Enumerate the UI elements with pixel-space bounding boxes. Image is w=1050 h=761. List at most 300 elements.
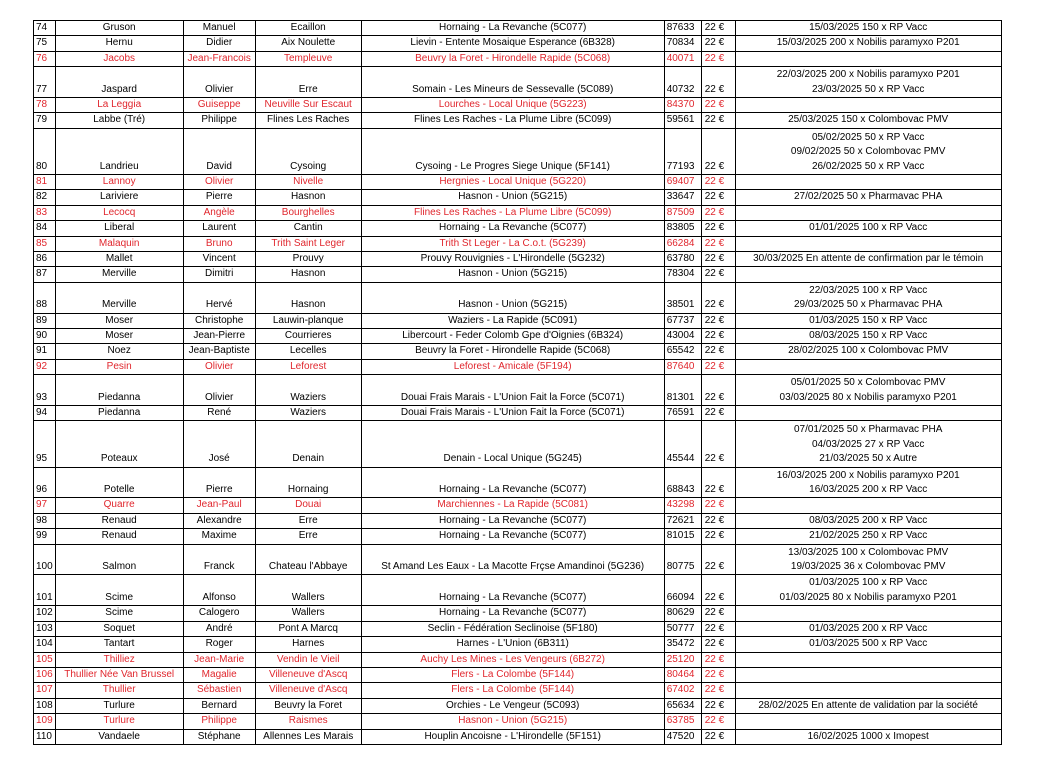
first-name-cell: Jean-Pierre <box>183 329 255 344</box>
table-row <box>34 205 1002 220</box>
notes-cell <box>735 205 1001 220</box>
fee-cell: 22 € <box>701 421 735 467</box>
row-number-cell: 99 <box>34 529 56 544</box>
club-cell: Prouvy Rouvignies - L'Hirondelle (5G232) <box>361 252 664 267</box>
row-number-cell: 78 <box>34 98 56 113</box>
note-line: 04/03/2025 27 x RP Vacc <box>811 438 925 450</box>
table-row <box>34 267 1002 282</box>
last-name-cell: Turlure <box>55 698 183 713</box>
last-name-cell: Turlure <box>55 714 183 729</box>
city-cell: Erre <box>255 513 361 528</box>
last-name-cell: Moser <box>55 313 183 328</box>
member-code-cell: 35472 <box>664 637 701 652</box>
last-name-cell: Noez <box>55 344 183 359</box>
club-cell: Auchy Les Mines - Les Vengeurs (6B272) <box>361 652 664 667</box>
fee-cell: 22 € <box>701 98 735 113</box>
member-code-cell: 72621 <box>664 513 701 528</box>
first-name-cell: Alexandre <box>183 513 255 528</box>
table-row <box>34 544 1002 575</box>
fee-cell: 22 € <box>701 21 735 36</box>
city-cell: Aix Noulette <box>255 36 361 51</box>
note-line: 05/02/2025 50 x RP Vacc <box>811 131 925 143</box>
row-number-cell: 79 <box>34 113 56 128</box>
club-cell: Hornaing - La Revanche (5C077) <box>361 606 664 621</box>
last-name-cell: Liberal <box>55 221 183 236</box>
last-name-cell: Piedanna <box>55 375 183 406</box>
first-name-cell: Alfonso <box>183 575 255 606</box>
table-row <box>34 359 1002 374</box>
row-number-cell: 85 <box>34 236 56 251</box>
table-body <box>34 21 1002 745</box>
note-line: 30/03/2025 En attente de confirmation par le témoin <box>753 253 984 265</box>
member-code-cell: 69407 <box>664 175 701 190</box>
first-name-cell: Manuel <box>183 21 255 36</box>
fee-cell: 22 € <box>701 513 735 528</box>
club-cell: Hornaing - La Revanche (5C077) <box>361 21 664 36</box>
club-cell: Hasnon - Union (5G215) <box>361 714 664 729</box>
table-row <box>34 221 1002 236</box>
club-cell: Flines Les Raches - La Plume Libre (5C099) <box>361 113 664 128</box>
notes-cell <box>735 36 1001 51</box>
note-line: 13/03/2025 100 x Colombovac PMV <box>788 546 949 558</box>
first-name-cell: Didier <box>183 36 255 51</box>
note-line: 05/01/2025 50 x Colombovac PMV <box>790 377 946 389</box>
club-cell: Hornaing - La Revanche (5C077) <box>361 467 664 498</box>
fee-cell: 22 € <box>701 128 735 174</box>
notes-cell <box>735 67 1001 98</box>
row-number-cell: 90 <box>34 329 56 344</box>
member-code-cell: 47520 <box>664 729 701 744</box>
notes-cell <box>735 637 1001 652</box>
first-name-cell: Pierre <box>183 190 255 205</box>
table-row <box>34 252 1002 267</box>
row-number-cell: 105 <box>34 652 56 667</box>
first-name-cell: Olivier <box>183 375 255 406</box>
row-number-cell: 108 <box>34 698 56 713</box>
first-name-cell: José <box>183 421 255 467</box>
members-table <box>33 20 1002 745</box>
row-number-cell: 91 <box>34 344 56 359</box>
club-cell: Hasnon - Union (5G215) <box>361 282 664 313</box>
first-name-cell: Jean-Francois <box>183 51 255 66</box>
club-cell: Harnes - L'Union (6B311) <box>361 637 664 652</box>
fee-cell: 22 € <box>701 51 735 66</box>
first-name-cell: Bruno <box>183 236 255 251</box>
member-code-cell: 84370 <box>664 98 701 113</box>
last-name-cell: Jacobs <box>55 51 183 66</box>
club-cell: Beuvry la Foret - Hirondelle Rapide (5C068) <box>361 51 664 66</box>
table-row <box>34 236 1002 251</box>
row-number-cell: 98 <box>34 513 56 528</box>
table-row <box>34 714 1002 729</box>
city-cell: Wallers <box>255 606 361 621</box>
city-cell: Waziers <box>255 406 361 421</box>
fee-cell: 22 € <box>701 190 735 205</box>
note-line: 01/03/2025 500 x RP Vacc <box>809 638 928 650</box>
note-line: 29/03/2025 50 x Pharmavac PHA <box>793 299 943 311</box>
last-name-cell: Renaud <box>55 529 183 544</box>
city-cell: Vendin le Vieil <box>255 652 361 667</box>
city-cell: Wallers <box>255 575 361 606</box>
table-row <box>34 729 1002 744</box>
row-number-cell: 97 <box>34 498 56 513</box>
fee-cell: 22 € <box>701 637 735 652</box>
member-code-cell: 38501 <box>664 282 701 313</box>
row-number-cell: 81 <box>34 175 56 190</box>
notes-cell <box>735 606 1001 621</box>
row-number-cell: 106 <box>34 667 56 682</box>
member-code-cell: 40071 <box>664 51 701 66</box>
first-name-cell: Philippe <box>183 113 255 128</box>
fee-cell: 22 € <box>701 652 735 667</box>
last-name-cell: Thullier <box>55 683 183 698</box>
first-name-cell: Olivier <box>183 67 255 98</box>
notes-cell <box>735 714 1001 729</box>
club-cell: Hornaing - La Revanche (5C077) <box>361 529 664 544</box>
notes-cell <box>735 667 1001 682</box>
city-cell: Nivelle <box>255 175 361 190</box>
first-name-cell: Olivier <box>183 175 255 190</box>
first-name-cell: Hervé <box>183 282 255 313</box>
notes-cell <box>735 267 1001 282</box>
last-name-cell: Scime <box>55 606 183 621</box>
member-code-cell: 33647 <box>664 190 701 205</box>
member-code-cell: 83805 <box>664 221 701 236</box>
city-cell: Raismes <box>255 714 361 729</box>
member-code-cell: 80629 <box>664 606 701 621</box>
notes-cell <box>735 698 1001 713</box>
fee-cell: 22 € <box>701 729 735 744</box>
table-row <box>34 329 1002 344</box>
row-number-cell: 76 <box>34 51 56 66</box>
note-line: 08/03/2025 200 x RP Vacc <box>809 514 928 526</box>
table-row <box>34 190 1002 205</box>
note-line: 01/01/2025 100 x RP Vacc <box>809 222 928 234</box>
city-cell: Waziers <box>255 375 361 406</box>
first-name-cell: Calogero <box>183 606 255 621</box>
notes-cell <box>735 359 1001 374</box>
notes-cell <box>735 128 1001 174</box>
last-name-cell: Malaquin <box>55 236 183 251</box>
notes-cell <box>735 621 1001 636</box>
city-cell: Lauwin-planque <box>255 313 361 328</box>
last-name-cell: Thilliez <box>55 652 183 667</box>
row-number-cell: 83 <box>34 205 56 220</box>
row-number-cell: 89 <box>34 313 56 328</box>
member-code-cell: 87640 <box>664 359 701 374</box>
note-line: 21/02/2025 250 x RP Vacc <box>809 530 928 542</box>
notes-cell <box>735 329 1001 344</box>
table-row <box>34 513 1002 528</box>
member-code-cell: 67737 <box>664 313 701 328</box>
first-name-cell: Roger <box>183 637 255 652</box>
notes-cell <box>735 113 1001 128</box>
member-code-cell: 87509 <box>664 205 701 220</box>
club-cell: Hornaing - La Revanche (5C077) <box>361 575 664 606</box>
notes-cell <box>735 467 1001 498</box>
fee-cell: 22 € <box>701 529 735 544</box>
club-cell: Hornaing - La Revanche (5C077) <box>361 513 664 528</box>
member-code-cell: 40732 <box>664 67 701 98</box>
notes-cell <box>735 236 1001 251</box>
note-line: 08/03/2025 150 x RP Vacc <box>809 330 928 342</box>
table-row <box>34 667 1002 682</box>
table-row <box>34 51 1002 66</box>
city-cell: Erre <box>255 529 361 544</box>
club-cell: Waziers - La Rapide (5C091) <box>361 313 664 328</box>
city-cell: Allennes Les Marais <box>255 729 361 744</box>
member-code-cell: 67402 <box>664 683 701 698</box>
last-name-cell: Jaspard <box>55 67 183 98</box>
club-cell: Marchiennes - La Rapide (5C081) <box>361 498 664 513</box>
city-cell: Hasnon <box>255 190 361 205</box>
fee-cell: 22 € <box>701 236 735 251</box>
note-line: 09/02/2025 50 x Colombovac PMV <box>790 146 946 158</box>
member-code-cell: 80775 <box>664 544 701 575</box>
note-line: 01/03/2025 150 x RP Vacc <box>809 314 928 326</box>
note-line: 01/03/2025 100 x RP Vacc <box>809 577 928 589</box>
member-code-cell: 65634 <box>664 698 701 713</box>
city-cell: Pont A Marcq <box>255 621 361 636</box>
club-cell: Orchies - Le Vengeur (5C093) <box>361 698 664 713</box>
notes-cell <box>735 175 1001 190</box>
note-line: 22/03/2025 200 x Nobilis paramyxo P201 <box>776 69 960 81</box>
notes-cell <box>735 375 1001 406</box>
city-cell: Denain <box>255 421 361 467</box>
member-code-cell: 66094 <box>664 575 701 606</box>
club-cell: Cysoing - Le Progres Siege Unique (5F141) <box>361 128 664 174</box>
last-name-cell: Salmon <box>55 544 183 575</box>
row-number-cell: 75 <box>34 36 56 51</box>
first-name-cell: Angèle <box>183 205 255 220</box>
note-line: 19/03/2025 36 x Colombovac PMV <box>790 561 946 573</box>
note-line: 26/02/2025 50 x RP Vacc <box>811 160 925 172</box>
notes-cell <box>735 221 1001 236</box>
club-cell: Denain - Local Unique (5G245) <box>361 421 664 467</box>
row-number-cell: 86 <box>34 252 56 267</box>
note-line: 21/03/2025 50 x Autre <box>819 453 918 465</box>
city-cell: Neuville Sur Escaut <box>255 98 361 113</box>
member-code-cell: 50777 <box>664 621 701 636</box>
note-line: 01/03/2025 80 x Nobilis paramyxo P201 <box>779 591 957 603</box>
last-name-cell: Poteaux <box>55 421 183 467</box>
member-code-cell: 63785 <box>664 714 701 729</box>
last-name-cell: Lariviere <box>55 190 183 205</box>
table-row <box>34 21 1002 36</box>
notes-cell <box>735 21 1001 36</box>
fee-cell: 22 € <box>701 544 735 575</box>
fee-cell: 22 € <box>701 667 735 682</box>
note-line: 16/02/2025 1000 x Imopest <box>807 730 929 742</box>
member-code-cell: 45544 <box>664 421 701 467</box>
row-number-cell: 93 <box>34 375 56 406</box>
fee-cell: 22 € <box>701 252 735 267</box>
fee-cell: 22 € <box>701 282 735 313</box>
first-name-cell: Vincent <box>183 252 255 267</box>
first-name-cell: Dimitri <box>183 267 255 282</box>
club-cell: Beuvry la Foret - Hirondelle Rapide (5C068) <box>361 344 664 359</box>
notes-cell <box>735 513 1001 528</box>
member-code-cell: 66284 <box>664 236 701 251</box>
note-line: 28/02/2025 100 x Colombovac PMV <box>788 345 949 357</box>
first-name-cell: Jean-Baptiste <box>183 344 255 359</box>
notes-cell <box>735 252 1001 267</box>
fee-cell: 22 € <box>701 267 735 282</box>
club-cell: Hasnon - Union (5G215) <box>361 190 664 205</box>
club-cell: Flines Les Raches - La Plume Libre (5C099) <box>361 205 664 220</box>
table-row <box>34 406 1002 421</box>
note-line: 07/01/2025 50 x Pharmavac PHA <box>793 424 943 436</box>
last-name-cell: Merville <box>55 267 183 282</box>
note-line: 16/03/2025 200 x RP Vacc <box>809 484 928 496</box>
member-code-cell: 81015 <box>664 529 701 544</box>
note-line: 28/02/2025 En attente de validation par la société <box>758 699 978 711</box>
row-number-cell: 107 <box>34 683 56 698</box>
city-cell: Flines Les Raches <box>255 113 361 128</box>
table-row <box>34 498 1002 513</box>
notes-cell <box>735 282 1001 313</box>
club-cell: Libercourt - Feder Colomb Gpe d'Oignies (6B324) <box>361 329 664 344</box>
fee-cell: 22 € <box>701 329 735 344</box>
table-row <box>34 175 1002 190</box>
fee-cell: 22 € <box>701 359 735 374</box>
last-name-cell: Moser <box>55 329 183 344</box>
row-number-cell: 82 <box>34 190 56 205</box>
city-cell: Beuvry la Foret <box>255 698 361 713</box>
table-row <box>34 67 1002 98</box>
fee-cell: 22 € <box>701 698 735 713</box>
notes-cell <box>735 652 1001 667</box>
member-code-cell: 43298 <box>664 498 701 513</box>
last-name-cell: Lecocq <box>55 205 183 220</box>
row-number-cell: 87 <box>34 267 56 282</box>
fee-cell: 22 € <box>701 406 735 421</box>
club-cell: Lourches - Local Unique (5G223) <box>361 98 664 113</box>
row-number-cell: 104 <box>34 637 56 652</box>
first-name-cell: René <box>183 406 255 421</box>
note-line: 16/03/2025 200 x Nobilis paramyxo P201 <box>776 469 960 481</box>
notes-cell <box>735 421 1001 467</box>
notes-cell <box>735 344 1001 359</box>
city-cell: Hasnon <box>255 282 361 313</box>
table-row <box>34 113 1002 128</box>
city-cell: Templeuve <box>255 51 361 66</box>
row-number-cell: 103 <box>34 621 56 636</box>
last-name-cell: Scime <box>55 575 183 606</box>
table-row <box>34 128 1002 174</box>
fee-cell: 22 € <box>701 67 735 98</box>
member-code-cell: 65542 <box>664 344 701 359</box>
fee-cell: 22 € <box>701 575 735 606</box>
fee-cell: 22 € <box>701 467 735 498</box>
first-name-cell: Olivier <box>183 359 255 374</box>
first-name-cell: Philippe <box>183 714 255 729</box>
city-cell: Hasnon <box>255 267 361 282</box>
row-number-cell: 80 <box>34 128 56 174</box>
fee-cell: 22 € <box>701 36 735 51</box>
notes-cell <box>735 575 1001 606</box>
first-name-cell: Guiseppe <box>183 98 255 113</box>
first-name-cell: Pierre <box>183 467 255 498</box>
table-row <box>34 606 1002 621</box>
fee-cell: 22 € <box>701 113 735 128</box>
notes-cell <box>735 498 1001 513</box>
note-line: 15/03/2025 150 x RP Vacc <box>809 22 928 33</box>
first-name-cell: Franck <box>183 544 255 575</box>
club-cell: Hornaing - La Revanche (5C077) <box>361 221 664 236</box>
notes-cell <box>735 544 1001 575</box>
fee-cell: 22 € <box>701 344 735 359</box>
first-name-cell: David <box>183 128 255 174</box>
first-name-cell: Bernard <box>183 698 255 713</box>
club-cell: Hasnon - Union (5G215) <box>361 267 664 282</box>
row-number-cell: 109 <box>34 714 56 729</box>
first-name-cell: André <box>183 621 255 636</box>
last-name-cell: Quarre <box>55 498 183 513</box>
last-name-cell: Labbe (Tré) <box>55 113 183 128</box>
notes-cell <box>735 683 1001 698</box>
club-cell: Douai Frais Marais - L'Union Fait la Force (5C071) <box>361 375 664 406</box>
club-cell: Seclin - Fédération Seclinoise (5F180) <box>361 621 664 636</box>
last-name-cell: Piedanna <box>55 406 183 421</box>
row-number-cell: 110 <box>34 729 56 744</box>
first-name-cell: Jean-Paul <box>183 498 255 513</box>
city-cell: Villeneuve d'Ascq <box>255 667 361 682</box>
city-cell: Cysoing <box>255 128 361 174</box>
table-row <box>34 375 1002 406</box>
city-cell: Leforest <box>255 359 361 374</box>
table-row <box>34 575 1002 606</box>
fee-cell: 22 € <box>701 221 735 236</box>
member-code-cell: 78304 <box>664 267 701 282</box>
row-number-cell: 74 <box>34 21 56 36</box>
row-number-cell: 84 <box>34 221 56 236</box>
member-code-cell: 43004 <box>664 329 701 344</box>
last-name-cell: Landrieu <box>55 128 183 174</box>
table-row <box>34 282 1002 313</box>
last-name-cell: Gruson <box>55 21 183 36</box>
note-line: 25/03/2025 150 x Colombovac PMV <box>788 114 949 126</box>
club-cell: Flers - La Colombe (5F144) <box>361 667 664 682</box>
fee-cell: 22 € <box>701 683 735 698</box>
first-name-cell: Maxime <box>183 529 255 544</box>
member-code-cell: 76591 <box>664 406 701 421</box>
first-name-cell: Laurent <box>183 221 255 236</box>
club-cell: Flers - La Colombe (5F144) <box>361 683 664 698</box>
notes-cell <box>735 313 1001 328</box>
city-cell: Villeneuve d'Ascq <box>255 683 361 698</box>
last-name-cell: Renaud <box>55 513 183 528</box>
last-name-cell: Pesin <box>55 359 183 374</box>
fee-cell: 22 € <box>701 498 735 513</box>
city-cell: Bourghelles <box>255 205 361 220</box>
fee-cell: 22 € <box>701 375 735 406</box>
notes-cell <box>735 729 1001 744</box>
table-row <box>34 36 1002 51</box>
table-row <box>34 467 1002 498</box>
note-line: 15/03/2025 200 x Nobilis paramyxo P201 <box>776 37 960 49</box>
club-cell: St Amand Les Eaux - La Macotte Frçse Amandinoi (5G236) <box>361 544 664 575</box>
city-cell: Chateau l'Abbaye <box>255 544 361 575</box>
table-row <box>34 621 1002 636</box>
city-cell: Harnes <box>255 637 361 652</box>
fee-cell: 22 € <box>701 714 735 729</box>
last-name-cell: Soquet <box>55 621 183 636</box>
city-cell: Douai <box>255 498 361 513</box>
fee-cell: 22 € <box>701 175 735 190</box>
notes-cell <box>735 406 1001 421</box>
note-line: 03/03/2025 80 x Nobilis paramyxo P201 <box>779 391 957 403</box>
